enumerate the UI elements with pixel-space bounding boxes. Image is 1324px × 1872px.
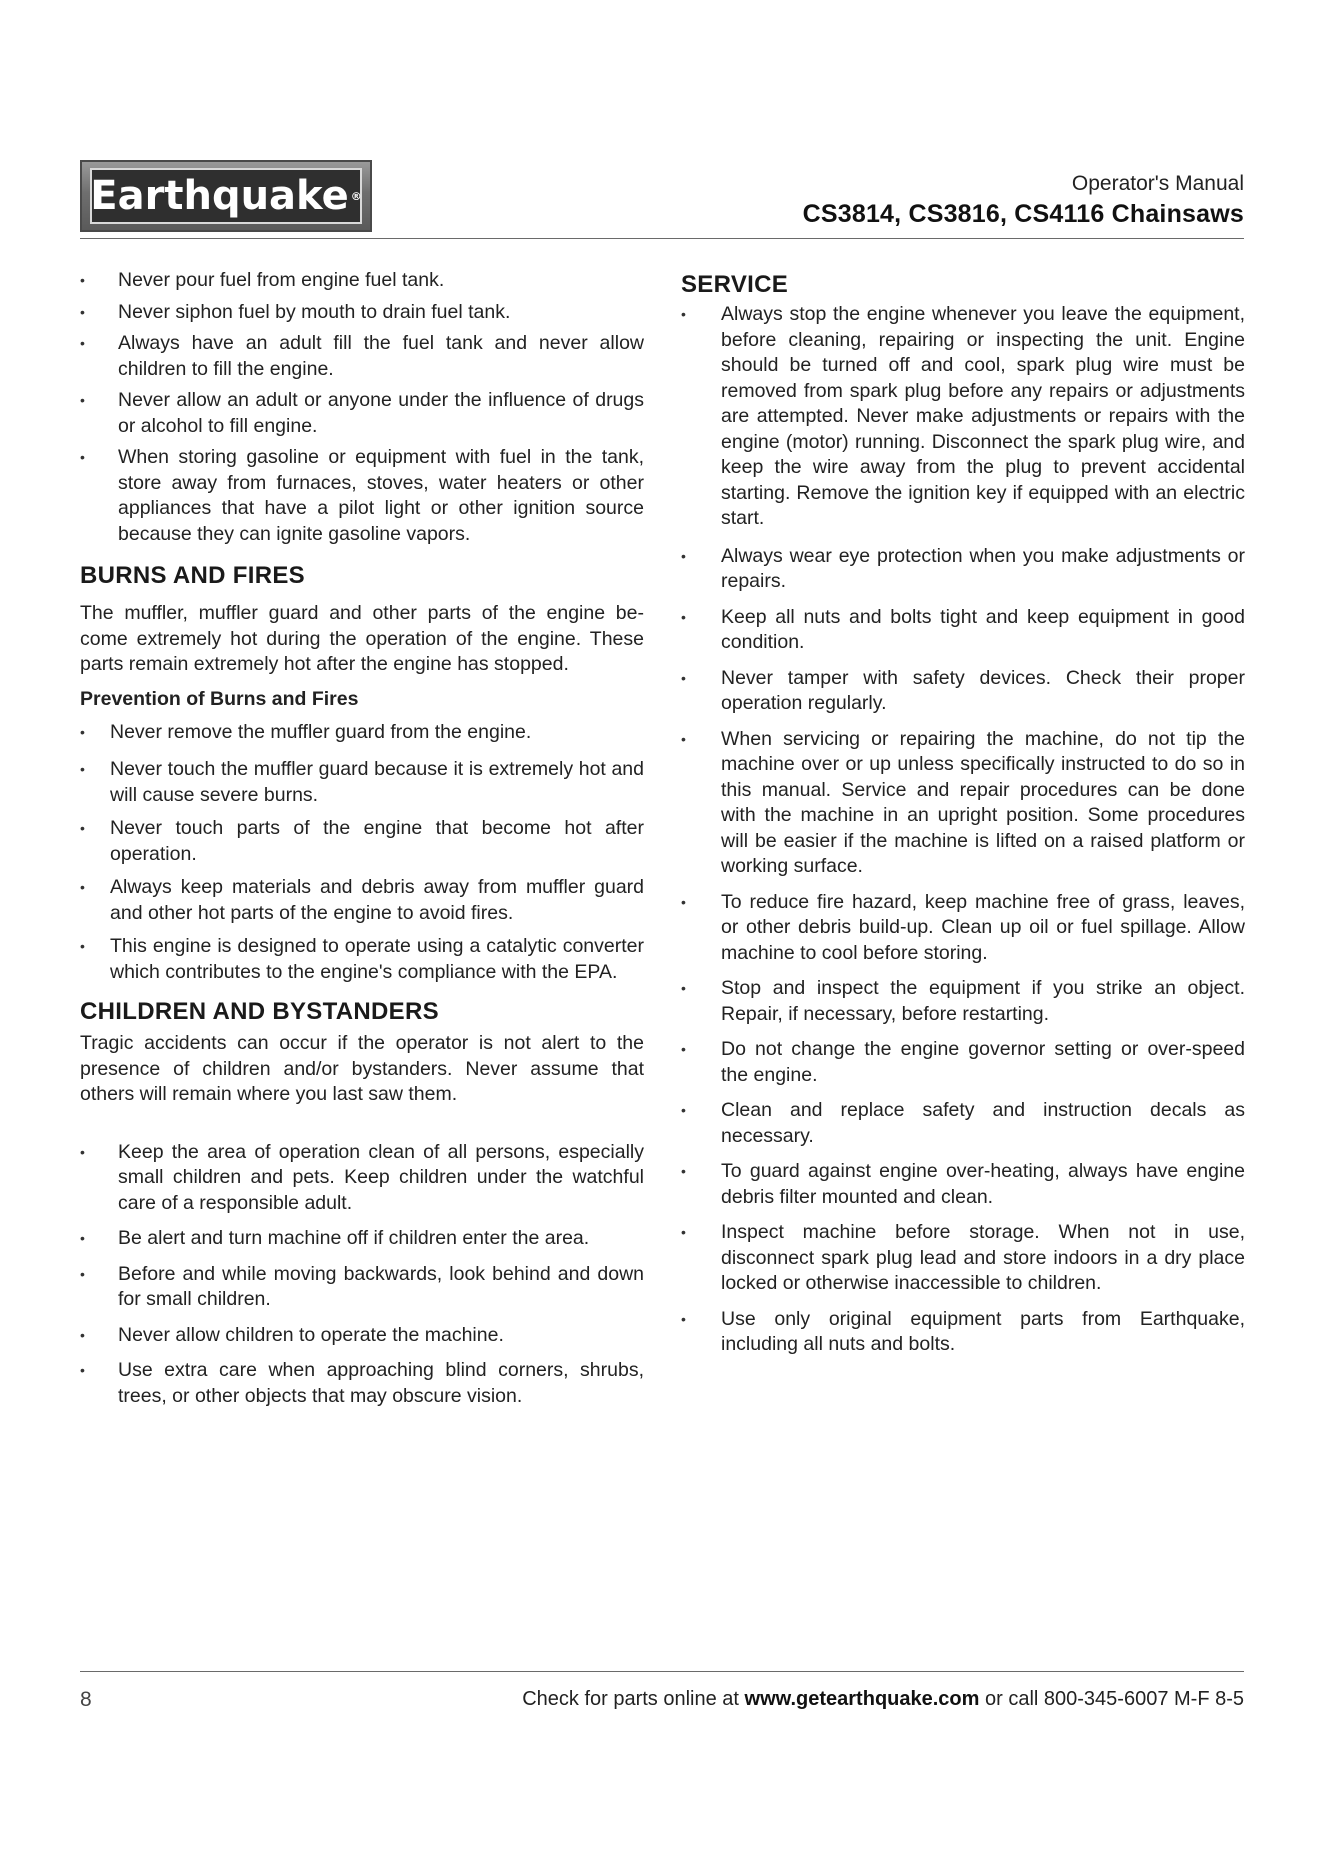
list-item: • Use extra care when approaching blind corners, shrubs, trees, or other objects that may obscure vision.	[80, 1358, 644, 1409]
list-item: • To reduce fire hazard, keep machine free of grass, leaves, or other debris build-up. Clean up oil or fuel spillage. Allow machine to cool before storing.	[681, 890, 1245, 967]
burns-list	[80, 720, 644, 986]
list-item: • Do not change the engine governor setting or over-speed the engine.	[681, 1037, 1245, 1088]
service-list	[681, 302, 1245, 1358]
footer-text-after: or call 800-345-6007 M-F 8-5	[984, 1688, 1244, 1710]
service-heading: SERVICE	[681, 271, 789, 298]
list-item: • To guard against engine over-heating, always have engine debris filter mounted and clean.	[681, 1159, 1245, 1210]
header-divider	[80, 238, 1244, 239]
header-titles	[803, 170, 1244, 230]
list-item: • Clean and replace safety and instruction decals as necessary.	[681, 1098, 1245, 1149]
logo-text: Earthquake	[90, 173, 349, 219]
list-item: • Never siphon fuel by mouth to drain fuel tank.	[80, 300, 644, 326]
list-item: • Never touch parts of the engine that become hot after operation.	[80, 816, 644, 867]
footer-text-before: Check for parts online at	[522, 1688, 739, 1710]
manual-subtitle: Operator's Manual	[1071, 172, 1244, 195]
list-item: • Never pour fuel from engine fuel tank.	[80, 268, 644, 294]
list-item: • Always keep materials and debris away from muffler guard and other hot parts of the engine to avoid fires.	[80, 875, 644, 926]
burns-fires-heading: BURNS AND FIRES	[80, 562, 305, 589]
list-item: • When servicing or repairing the machine, do not tip the machine over or up unless specifically instructed to do so in this manual. Service and repair procedures can be done with the machine in an upright position. Some procedures will be easier if the machine is lifted on a raised platform or working surface.	[681, 727, 1245, 880]
children-intro: Tragic accidents can occur if the operator is not alert to the presence of children and/or bystanders. Never assume that others will remain where you last saw them.	[80, 1032, 644, 1105]
list-item: • Use only original equipment parts from Earthquake, including all nuts and bolts.	[681, 1307, 1245, 1358]
list-item: • Be alert and turn machine off if children enter the area.	[80, 1226, 644, 1252]
list-item: • Never touch the muffler guard because it is extremely hot and will cause severe burns.	[80, 757, 644, 808]
list-item: • Never remove the muffler guard from the engine.	[80, 720, 644, 746]
list-item: • Before and while moving backwards, look behind and down for small children.	[80, 1262, 644, 1313]
right-column	[681, 270, 1245, 1368]
list-item: • Never tamper with safety devices. Check their proper operation regularly.	[681, 666, 1245, 717]
burns-intro: The muffler, muffler guard and other parts of the engine be- come extremely hot during the operation of the engine. These parts remain extremely hot after the engine has stopped.	[80, 602, 644, 675]
footer-contact	[522, 1688, 1244, 1711]
list-item: • Never allow children to operate the machine.	[80, 1323, 644, 1349]
list-item: • Never allow an adult or anyone under the influence of drugs or alcohol to fill engine.	[80, 388, 644, 439]
list-item: • Always have an adult fill the fuel tank and never allow children to fill the engine.	[80, 331, 644, 382]
list-item: • Stop and inspect the equipment if you strike an object. Repair, if necessary, before restarting.	[681, 976, 1245, 1027]
prevention-subheading: Prevention of Burns and Fires	[80, 687, 359, 710]
children-list	[80, 1140, 644, 1410]
list-item: • This engine is designed to operate using a catalytic converter which contributes to the engine's compliance with the EPA.	[80, 934, 644, 985]
page-number: 8	[80, 1688, 92, 1711]
logo-wordmark	[90, 168, 362, 224]
fuel-safety-list	[80, 268, 644, 547]
parts-website-link[interactable]: www.getearthquake.com	[744, 1688, 980, 1710]
list-item: • Inspect machine before storage. When not in use, disconnect spark plug lead and store indoors in a dry place locked or otherwise inaccessible to children.	[681, 1220, 1245, 1297]
registered-mark: ®	[350, 189, 362, 203]
footer-divider	[80, 1671, 1244, 1672]
list-item: • Always wear eye protection when you make adjustments or repairs.	[681, 544, 1245, 595]
manual-title: CS3814, CS3816, CS4116 Chainsaws	[802, 200, 1244, 228]
list-item: • Always stop the engine whenever you leave the equipment, before cleaning, repairing or inspecting the unit. Engine should be turned off and cool, spark plug wire must be removed from spark plug before any repairs or adjustments are attempted. Never make adjustments or repairs with the engine (motor) running. Disconnect the spark plug wire, and keep the wire away from the plug to prevent accidental starting. Remove the ignition key if equipped with an electric start.	[681, 302, 1245, 532]
children-bystanders-heading: CHILDREN AND BYSTANDERS	[80, 998, 439, 1025]
list-item: • Keep the area of operation clean of all persons, especially small children and pets. Keep children under the watchful care of a responsible adult.	[80, 1140, 644, 1217]
earthquake-logo	[80, 160, 372, 232]
list-item: • When storing gasoline or equipment with fuel in the tank, store away from furnaces, stoves, water heaters or other appliances that have a pilot light or other ignition source because they can ignite gasoline vapors.	[80, 445, 644, 547]
list-item: • Keep all nuts and bolts tight and keep equipment in good condition.	[681, 605, 1245, 656]
left-column	[80, 268, 644, 1419]
